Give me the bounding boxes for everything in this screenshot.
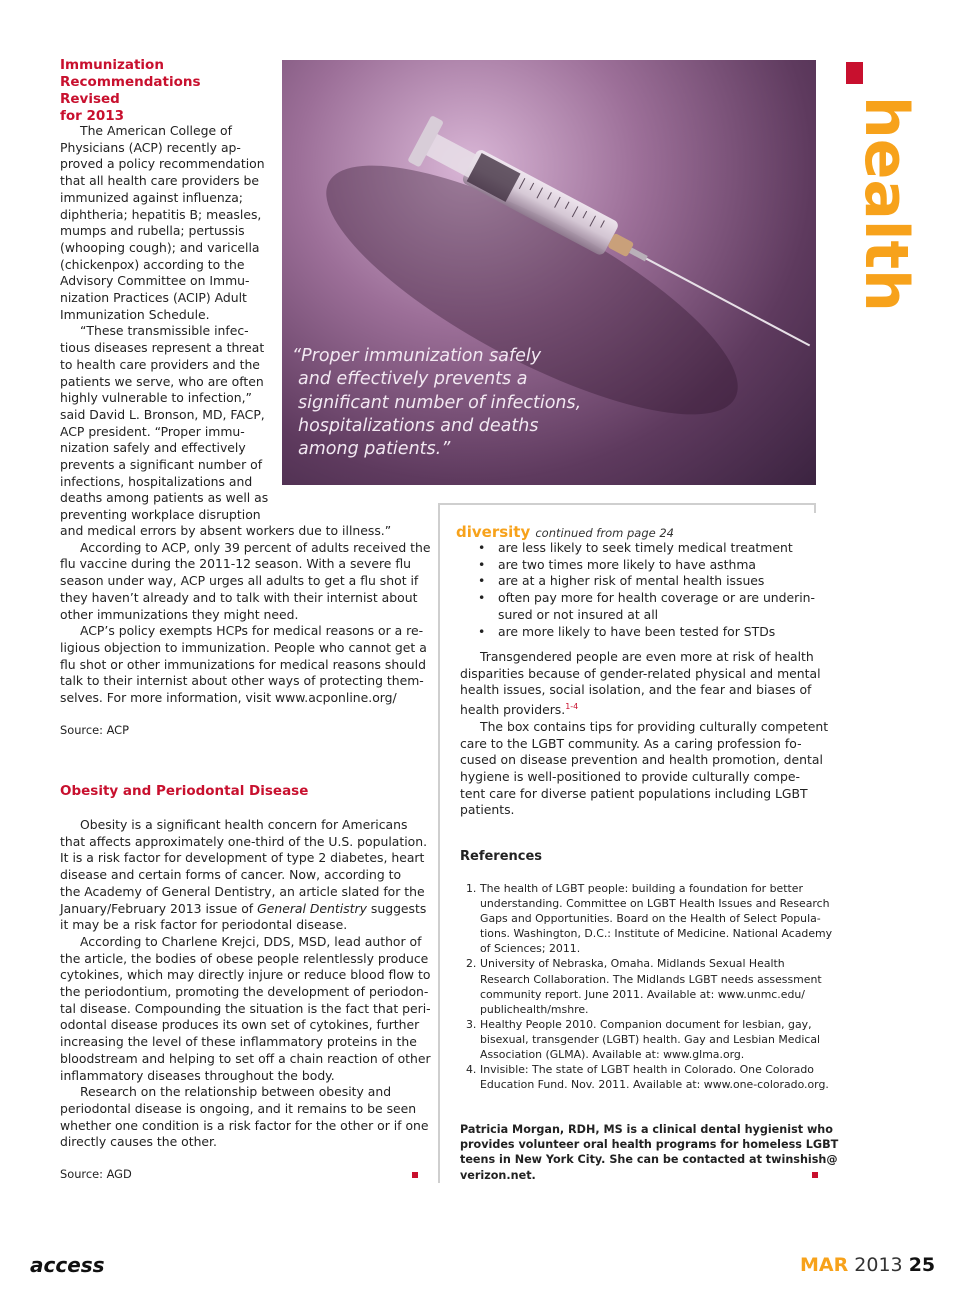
journal-title: General Dentistry xyxy=(257,900,367,916)
continued-header xyxy=(456,522,674,541)
reference-item: 2. University of Nebraska, Omaha. Midlands Sexual Health Research Collaboration. The Midlands LGBT needs assessment community report. June 2011. Available at: www.unmc.edu/ publichealth/mshre. xyxy=(466,957,822,1016)
section-label-health xyxy=(826,96,926,326)
folio-month: MAR xyxy=(800,1254,849,1276)
column-divider-horizontal xyxy=(438,503,816,505)
article-heading-obesity: Obesity and Periodontal Disease xyxy=(60,783,309,799)
pull-quote: “Proper immunization safely and effectively prevents a significant number of infections, hospitalizations and deaths among patients.” xyxy=(292,346,582,460)
list-item: • are at a higher risk of mental health issues xyxy=(456,573,826,590)
reference-item: 4. Invisible: The state of LGBT health in Colorado. One Colorado Education Fund. Nov. 2011. Available at: www.one-colorado.org. xyxy=(466,1063,829,1092)
continued-label: continued from page 24 xyxy=(535,526,674,540)
article-immunization-body-bottom: and medical errors by absent workers due to illness.” According to ACP, only 39 percent of adults received the flu vaccine during the 2011-12 season. With a severe flu season under way, ACP urges all adults to get a flu shot if they haven’t already and to talk with their internist about other immunizations they might need. ACP’s policy exempts HCPs for medical reasons or a re- ligious objection to immunization. People who cannot get a flu shot or other immunizations for medical reasons should talk to their internist about other ways of protecting them- selves. For more information, visit www.acponline.org/ xyxy=(60,523,431,706)
diversity-body: Transgendered people are even more at risk of health disparities because of gender-related physical and mental health issues, social isolation, and the fear and biases of health providers.$^{1-4}$ The box contains tips for providing culturally competent care to the LGBT community. As a caring profession fo- cused on disease prevention and health promotion, dental hygiene is well-positioned to provide culturally compe- tent care for diverse patient populations including LGBT patients. xyxy=(460,649,829,818)
magazine-name: access xyxy=(30,1253,105,1277)
citation-superscript: 1-4 xyxy=(565,702,579,712)
end-mark-left xyxy=(412,1172,418,1178)
references-heading: References xyxy=(460,849,543,864)
article-heading-immunization: Immunization Recommendations Revised for 2013 xyxy=(60,57,201,124)
author-bio: Patricia Morgan, RDH, MS is a clinical dental hygienist who provides volunteer oral health programs for homeless LGBT teens in New York City. She can be contacted at twinshish@ verizon.net. xyxy=(460,1123,839,1182)
list-item: • are less likely to seek timely medical treatment xyxy=(456,540,826,557)
section-label-text: health xyxy=(851,96,921,312)
list-item: • are two times more likely to have asthma xyxy=(456,557,826,574)
page-number: 25 xyxy=(908,1254,936,1276)
column-divider-vertical xyxy=(438,503,440,1183)
end-mark-right xyxy=(812,1172,818,1178)
references-list xyxy=(460,881,833,1092)
diversity-label: diversity xyxy=(456,523,531,541)
reference-item: 1. The health of LGBT people: building a foundation for better understanding. Committee on LGBT Health Issues and Research Gaps and Opportunities. Board on the Health of Select Popula- tions. Washington, D.C.: Institute of Medicine. National Academy of Sciences; 2011. xyxy=(466,882,833,956)
bullet-list xyxy=(456,540,826,640)
section-marker-square xyxy=(846,62,863,84)
list-item: • often pay more for health coverage or are underin- sured or not insured at all xyxy=(456,590,826,623)
list-item: • are more likely to have been tested for STDs xyxy=(456,624,826,641)
folio-year: 2013 xyxy=(854,1254,903,1276)
column-divider-tick xyxy=(814,503,816,513)
syringe-photo xyxy=(282,60,816,485)
article-obesity-body: Obesity is a significant health concern for Americans that affects approximately one-third of the U.S. population. It is a risk factor for development of type 2 diabetes, heart disease and certain forms of cancer. Now, according to the Academy of General Dentistry, an article slated for the January/February 2013 issue of General Dentistry suggests it may be a risk factor for periodontal disease. According to Charlene Krejci, DDS, MSD, lead author of the article, the bodies of obese people relentlessly produce cytokines, which may directly injure or reduce blood flow to the periodontium, promoting the development of periodon- tal disease. Compounding the situation is the fact that peri- odontal disease produces its own set of cytokines, further increasing the level of these inflammatory proteins in the bloodstream and helping to set off a chain reaction of other inflammatory diseases throughout the body. Research on the relationship between obesity and periodontal disease is ongoing, and it remains to be seen whether one condition is a risk factor for the other or if one directly causes the other. xyxy=(60,817,431,1150)
source-agd: Source: AGD xyxy=(60,1167,132,1181)
source-acp: Source: ACP xyxy=(60,723,129,737)
folio xyxy=(800,1254,935,1276)
article-immunization-body-top: The American College of Physicians (ACP) recently ap- proved a policy recommendation that all health care providers be immunized against influenza; diphtheria; hepatitis B; measles, mumps and rubella; pertussis (whooping cough); and varicella (chickenpox) according to the Advisory Committee on Immu- nization Practices (ACIP) Adult Immunization Schedule. “These transmissible infec- tious diseases represent a threat to health care providers and the patients we serve, who are often highly vulnerable to infection,” said David L. Bronson, MD, FACP, ACP president. “Proper immu- nization safely and effectively prevents a significant number of infections, hospitalizations and deaths among patients as well as preventing workplace disruption xyxy=(60,123,269,523)
reference-item: 3. Healthy People 2010. Companion document for lesbian, gay, bisexual, transgender (LGBT) health. Gay and Lesbian Medical Association (GLMA). Available at: www.glma.org. xyxy=(466,1017,821,1062)
